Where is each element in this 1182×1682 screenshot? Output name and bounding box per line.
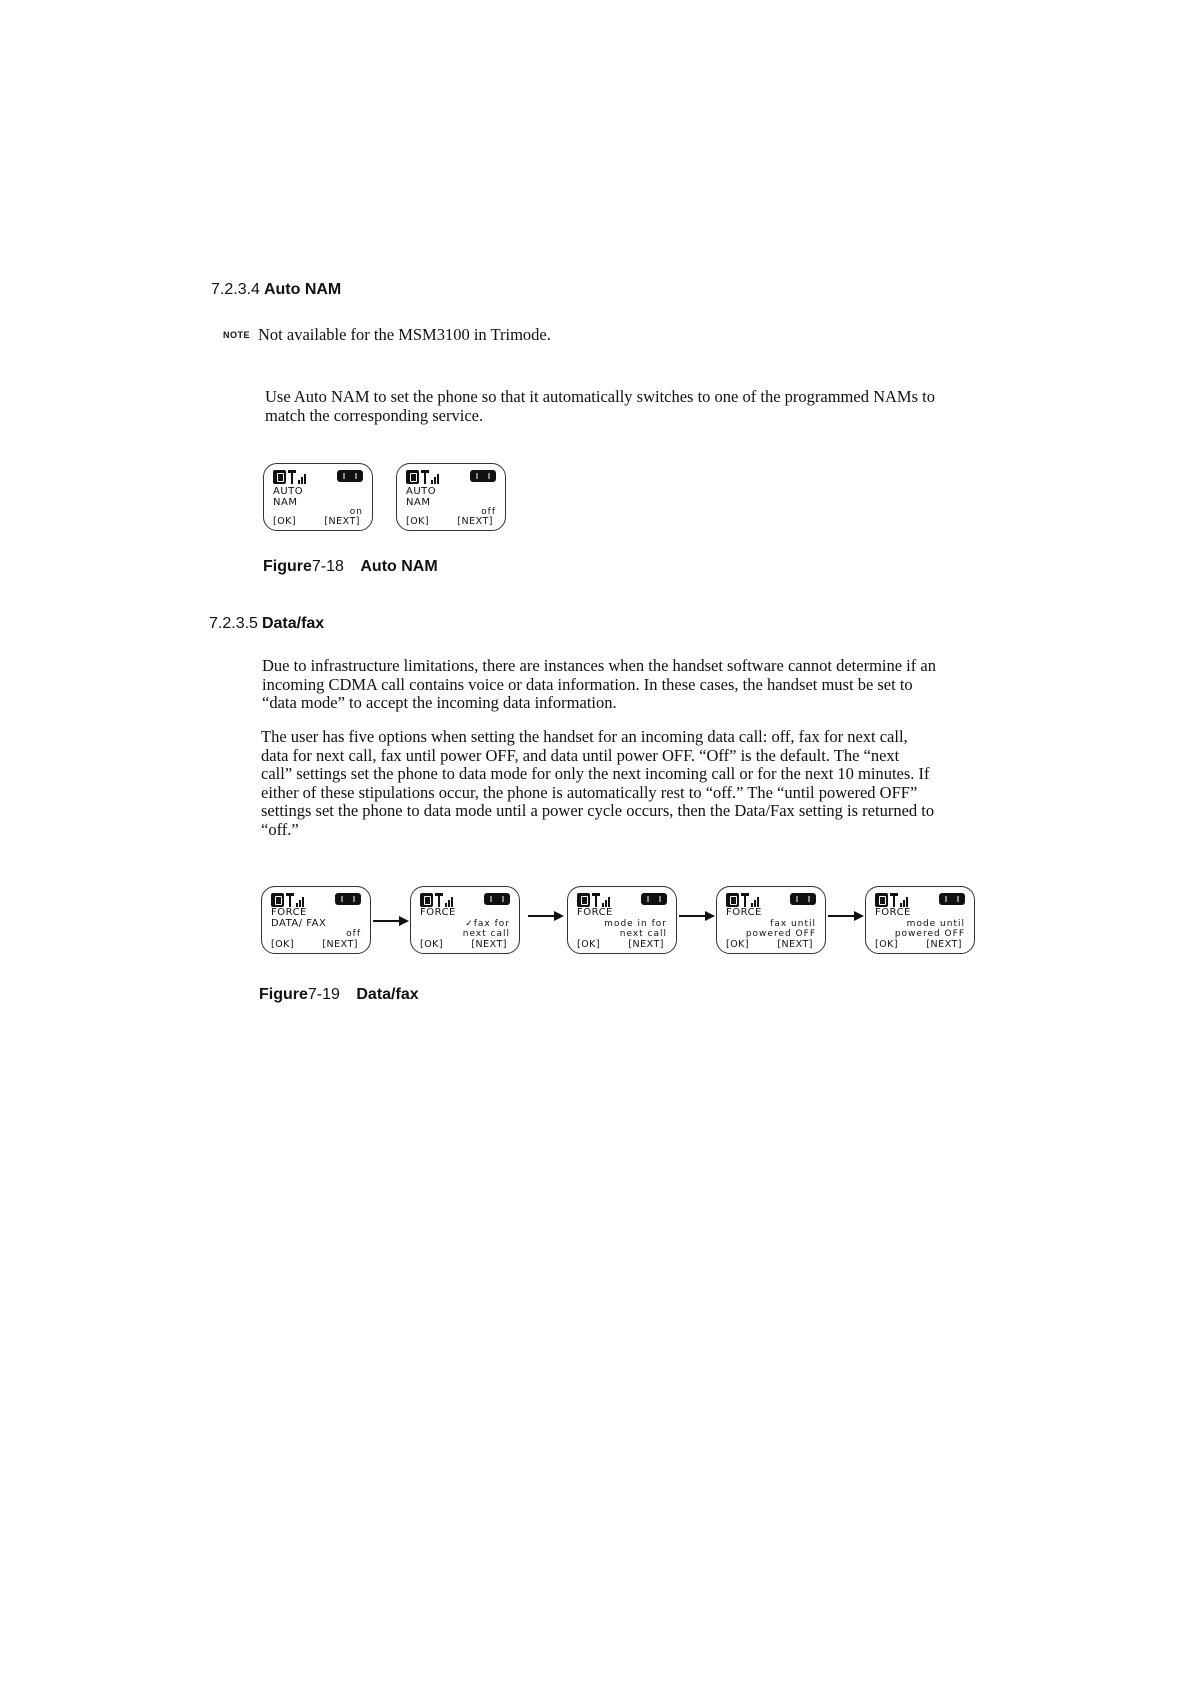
arrow-right-icon — [828, 911, 864, 921]
screen-line-2: NAM — [406, 497, 431, 508]
screen-line-2: NAM — [273, 497, 298, 508]
paragraph-line: Use Auto NAM to set the phone so that it automatically switches to one of the programmed NAMs to — [265, 387, 935, 406]
screen-value-2: powered OFF — [745, 929, 816, 939]
section-number: 7.2.3.4 — [211, 281, 260, 298]
paragraph-line: The user has five options when setting the handset for an incoming data call: off, fax for next call, — [261, 727, 908, 746]
paragraph-line: data for next call, fax until power OFF, and data until power OFF. “Off” is the default. The “next — [261, 745, 900, 765]
arrow-right-icon — [679, 911, 715, 921]
battery-icon — [484, 893, 510, 905]
screen-line-1: AUTO — [273, 486, 304, 497]
screen-value-1: mode in for — [604, 919, 667, 929]
figure-title: Auto NAM — [360, 558, 438, 575]
phone-screen-data-until-off — [865, 886, 975, 954]
note — [223, 326, 551, 345]
screen-line-1: AUTO — [406, 486, 437, 497]
phone-screen-fax-next-call — [410, 886, 520, 954]
figure-number: 7-18 — [311, 558, 344, 575]
note-tag: NOTE — [223, 330, 251, 340]
arrow-right-icon — [373, 916, 409, 926]
battery-icon — [335, 893, 361, 905]
ok-softkey: [OK] — [726, 939, 750, 950]
next-softkey: [NEXT] — [628, 939, 664, 950]
screen-line-1: FORCE — [577, 907, 613, 918]
paragraph-line: either of these stipulations occur, the phone is automatically rest to “off.” The “until powered OFF” — [261, 782, 918, 802]
battery-icon — [641, 893, 667, 905]
screen-line-1: FORCE — [420, 907, 456, 918]
section-number: 7.2.3.5 — [209, 615, 258, 632]
phone-screen-auto-nam-on — [263, 463, 373, 531]
figure-label: Figure — [259, 986, 308, 1003]
phone-screen-fax-until-off — [716, 886, 826, 954]
figure-label: Figure — [263, 558, 312, 575]
next-softkey: [NEXT] — [926, 939, 962, 950]
section-title: Auto NAM — [263, 281, 342, 298]
phone-screen-data-next-call — [567, 886, 677, 954]
ok-softkey: [OK] — [271, 939, 295, 950]
screen-line-2: DATA/ FAX — [271, 918, 327, 929]
datafax-paragraph-1 — [262, 657, 936, 713]
paragraph-line: call” settings set the phone to data mode for only the next incoming call or for the next 10 minutes. If — [261, 764, 930, 783]
ok-softkey: [OK] — [406, 516, 430, 527]
battery-icon — [939, 893, 965, 905]
next-softkey: [NEXT] — [471, 939, 507, 950]
screen-value: off — [346, 929, 361, 939]
ok-softkey: [OK] — [577, 939, 601, 950]
screen-value-1: mode until — [906, 919, 965, 929]
section-heading-auto-nam — [211, 281, 341, 299]
paragraph-line: Due to infrastructure limitations, there are instances when the handset software cannot determine if an — [262, 656, 936, 675]
note-text: Not available for the MSM3100 in Trimode. — [258, 325, 551, 344]
screen-value-2: next call — [462, 929, 510, 939]
screen-value: off — [481, 507, 496, 517]
section-heading-datafax — [209, 615, 324, 633]
datafax-paragraph-2 — [261, 728, 934, 839]
figure-caption-7-18 — [263, 558, 438, 576]
paragraph-line: match the corresponding service. — [265, 405, 484, 425]
battery-icon — [470, 470, 496, 482]
next-softkey: [NEXT] — [777, 939, 813, 950]
screen-value-1: ✓fax for — [465, 919, 510, 929]
figure-number: 7-19 — [307, 986, 340, 1003]
phone-screen-datafax-off — [261, 886, 371, 954]
screen-line-1: FORCE — [726, 907, 762, 918]
next-softkey: [NEXT] — [324, 516, 360, 527]
paragraph-line: “off.” — [261, 819, 299, 839]
screen-value: on — [349, 507, 363, 517]
auto-nam-paragraph — [265, 388, 935, 425]
ok-softkey: [OK] — [273, 516, 297, 527]
section-title: Data/fax — [261, 615, 325, 632]
arrow-right-icon — [528, 911, 564, 921]
figure-caption-7-19 — [259, 986, 419, 1004]
paragraph-line: “data mode” to accept the incoming data information. — [262, 693, 617, 712]
ok-softkey: [OK] — [875, 939, 899, 950]
next-softkey: [NEXT] — [457, 516, 493, 527]
phone-screen-auto-nam-off — [396, 463, 506, 531]
screen-value-2: powered OFF — [894, 929, 965, 939]
screen-line-1: FORCE — [875, 907, 911, 918]
paragraph-line: incoming CDMA call contains voice or data information. In these cases, the handset must be set to — [262, 674, 913, 694]
battery-icon — [790, 893, 816, 905]
paragraph-line: settings set the phone to data mode until a power cycle occurs, then the Data/Fax setting is returned to — [261, 801, 935, 820]
screen-value-1: fax until — [770, 919, 816, 929]
screen-value-2: next call — [619, 929, 667, 939]
ok-softkey: [OK] — [420, 939, 444, 950]
screen-line-1: FORCE — [271, 907, 307, 918]
battery-icon — [337, 470, 363, 482]
next-softkey: [NEXT] — [322, 939, 358, 950]
figure-title: Data/fax — [356, 986, 419, 1003]
